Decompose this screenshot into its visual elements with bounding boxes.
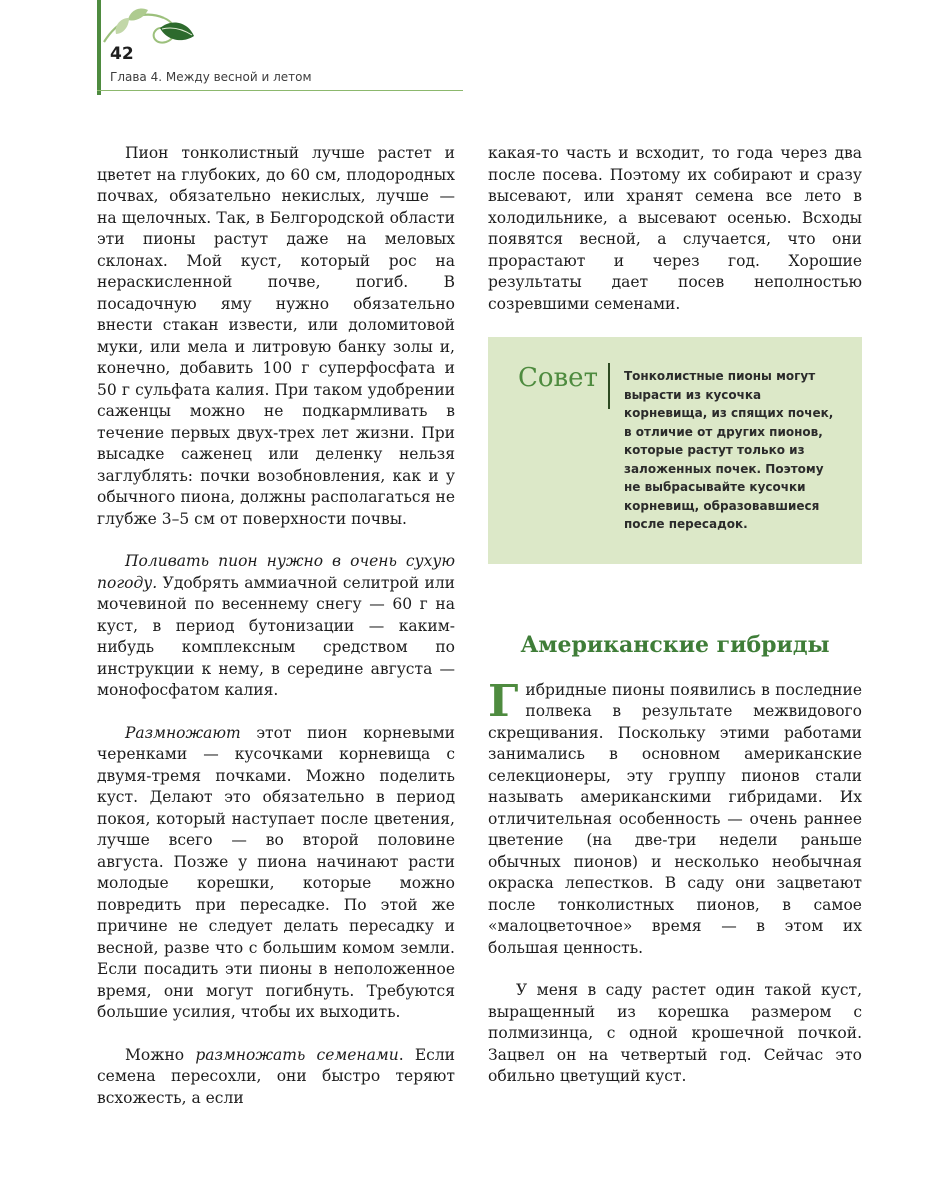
tip-label: Совет (518, 363, 598, 393)
tip-divider (608, 363, 610, 409)
right-column (488, 143, 862, 1109)
italic-run: Поливать пион нужно в очень сухую погоду. (97, 552, 455, 592)
section-heading: Американские гибриды (520, 631, 830, 658)
paragraph (488, 675, 862, 960)
drop-cap: Г (488, 675, 519, 727)
italic-run: Размножают (125, 723, 241, 742)
paragraph: У меня в саду растет один такой куст, выращенный из корешка размером с полмизинца, с одной крошечной почкой. Зацвел он на четвертый год. Сейчас это обильно цветущий куст. (488, 981, 862, 1085)
chapter-title: Глава 4. Между весной и летом (110, 70, 312, 84)
paragraph (97, 551, 455, 702)
text-run: ибридные пионы появились в последние полвека в результате межвидового скрещивания. Поскольку этими работами занимались в основном американские селекционеры, эту группу пионов стали называть американскими гибридами. Их отличительная особенность — очень раннее цветение (на две-три недели раньше обычных пионов) и несколько необычная окраска лепестков. В саду они зацветают после тонколистных пионов, в самое «малоцветочное» время — в этом их большая ценность. (488, 680, 862, 957)
paragraph: какая-то часть и всходит, то года через два после посева. Поэтому их собирают и сразу высевают, или хранят семена все лето в холодильнике, а высевают осенью. Всходы появятся весной, а случается, что они прорастают и через год. Хорошие результаты дает посев неполностью созревшими семенами. (488, 144, 862, 313)
paragraph (97, 723, 455, 1024)
italic-run: размножать семенами (195, 1045, 399, 1064)
text-run: Удобрять аммиачной селитрой или мочевиной по весеннему снегу — 60 г на куст, в период бутонизации — каким-нибудь комплексным средством по инструкции к нему, в середине августа — монофосфатом калия. (97, 573, 455, 699)
page-content (97, 143, 862, 1109)
chapter-rule (97, 90, 463, 91)
text-run: . Если семена пересохли, они быстро теряют всхожесть, а если (97, 1045, 455, 1107)
page-number: 42 (110, 44, 134, 64)
paragraph: Пион тонколистный лучше растет и цветет на глубоких, до 60 см, плодородных почвах, обязательно некислых, лучше — на щелочных. Так, в Белгородской области эти пионы растут даже на меловых склонах. Мой куст, который рос на нераскисленной почве, погиб. В посадочную яму нужно обязательно внести стакан извести, или доломитовой муки, или мела и литровую банку золы и, конечно, добавить 100 г суперфосфата и 50 г сульфата калия. При таком удобрении саженцы можно не подкармливать в течение первых двух-трех лет жизни. При высадке саженец или деленку нельзя заглублять: почки возобновления, как и у обычного пиона, должны располагаться не глубже 3–5 см от поверхности почвы. (97, 144, 455, 528)
paragraph (97, 1045, 455, 1110)
text-run: этот пион корневыми черенками — кусочками корневища с двумя-тремя почками. Можно поделить куст. Делают это обязательно в период покоя, который наступает после цветения, лучше всего — во второй половине августа. Позже у пиона начинают расти молодые корешки, которые можно повредить при пересадке. По этой же причине не следует делать пересадку и весной, разве что с большим комом земли. Если посадить эти пионы в неположенное время, они могут погибнуть. Требуются большие усилия, чтобы их выходить. (97, 723, 455, 1021)
header-accent-bar (97, 0, 101, 95)
left-column (97, 143, 455, 1109)
tip-box (488, 337, 862, 564)
tip-text: Тонколистные пионы могут вырасти из кусочка корневища, из спящих почек, в отличие от других пионов, которые растут только из заложенных почек. Поэтому не выбрасывайте кусочки корневищ, образовавшиеся после пересадок. (623, 369, 834, 531)
text-run: Можно (125, 1045, 196, 1064)
